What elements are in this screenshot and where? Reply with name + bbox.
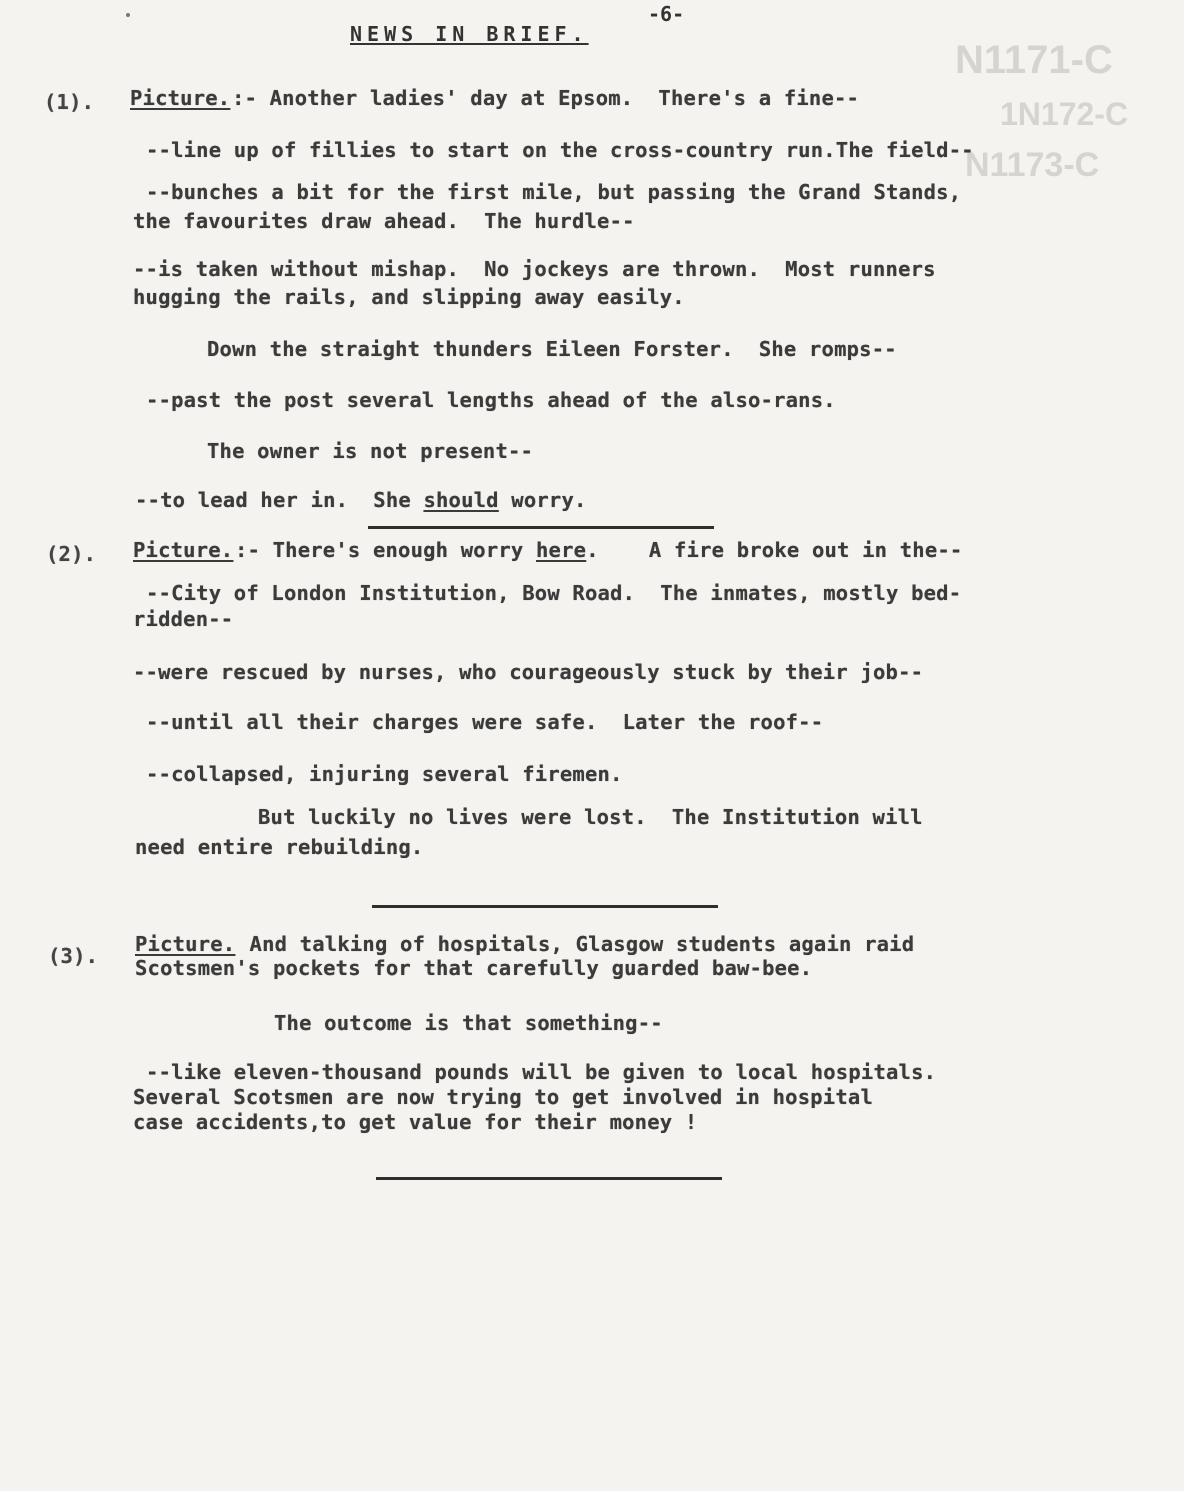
text-line: --bunches a bit for the first mile, but passing the Grand Stands,	[146, 180, 962, 204]
text-line: --collapsed, injuring several firemen.	[146, 762, 623, 786]
text-line: The owner is not present--	[207, 439, 534, 463]
item-number: (2).	[46, 542, 97, 566]
text-line: --line up of fillies to start on the cross-country run.The field--	[146, 138, 974, 162]
text-line: the favourites draw ahead. The hurdle--	[133, 209, 635, 233]
text-line: --City of London Institution, Bow Road. The inmates, mostly bed-	[146, 581, 962, 605]
section-divider	[372, 905, 718, 908]
text-line: Scotsmen's pockets for that carefully guarded baw-bee.	[135, 956, 813, 980]
margin-note-3: N1173-C	[965, 146, 1100, 184]
text-line: ridden--	[133, 607, 234, 631]
text-line: --to lead her in. She should worry.	[135, 488, 587, 512]
text-line: case accidents,to get value for their money !	[133, 1110, 698, 1134]
item-label: Picture.	[133, 538, 234, 562]
text-line: But luckily no lives were lost. The Institution will	[258, 805, 923, 829]
text-line: --were rescued by nurses, who courageously stuck by their job--	[133, 660, 924, 684]
section-divider	[368, 526, 714, 529]
text-line: :- There's enough worry here. A fire broke out in the--	[235, 538, 963, 562]
text-line: Down the straight thunders Eileen Forster. She romps--	[207, 337, 897, 361]
margin-note-2: 1N172-C	[1000, 96, 1129, 132]
text-line: :- Another ladies' day at Epsom. There's a fine--	[232, 86, 860, 110]
text-line: need entire rebuilding.	[135, 835, 424, 859]
margin-note-1: N1171-C	[955, 38, 1113, 82]
text-line: Several Scotsmen are now trying to get involved in hospital	[133, 1085, 873, 1109]
text-line: hugging the rails, and slipping away easily.	[133, 285, 685, 309]
text-line: --like eleven-thousand pounds will be given to local hospitals.	[146, 1060, 937, 1084]
text-line: And talking of hospitals, Glasgow students again raid	[237, 932, 915, 956]
text-line: --past the post several lengths ahead of the also-rans.	[146, 388, 836, 412]
item-number: (3).	[48, 944, 99, 968]
item-label: Picture.	[130, 86, 231, 110]
text-line: The outcome is that something--	[274, 1011, 663, 1035]
ink-speck	[126, 13, 130, 17]
page-title: NEWS IN BRIEF.	[350, 22, 589, 46]
page-number: -6-	[648, 2, 685, 26]
item-number: (1).	[44, 90, 95, 114]
item-label: Picture.	[135, 932, 236, 956]
text-line: --until all their charges were safe. Later the roof--	[146, 710, 824, 734]
text-line: --is taken without mishap. No jockeys are thrown. Most runners	[133, 257, 936, 281]
section-divider	[376, 1177, 722, 1180]
